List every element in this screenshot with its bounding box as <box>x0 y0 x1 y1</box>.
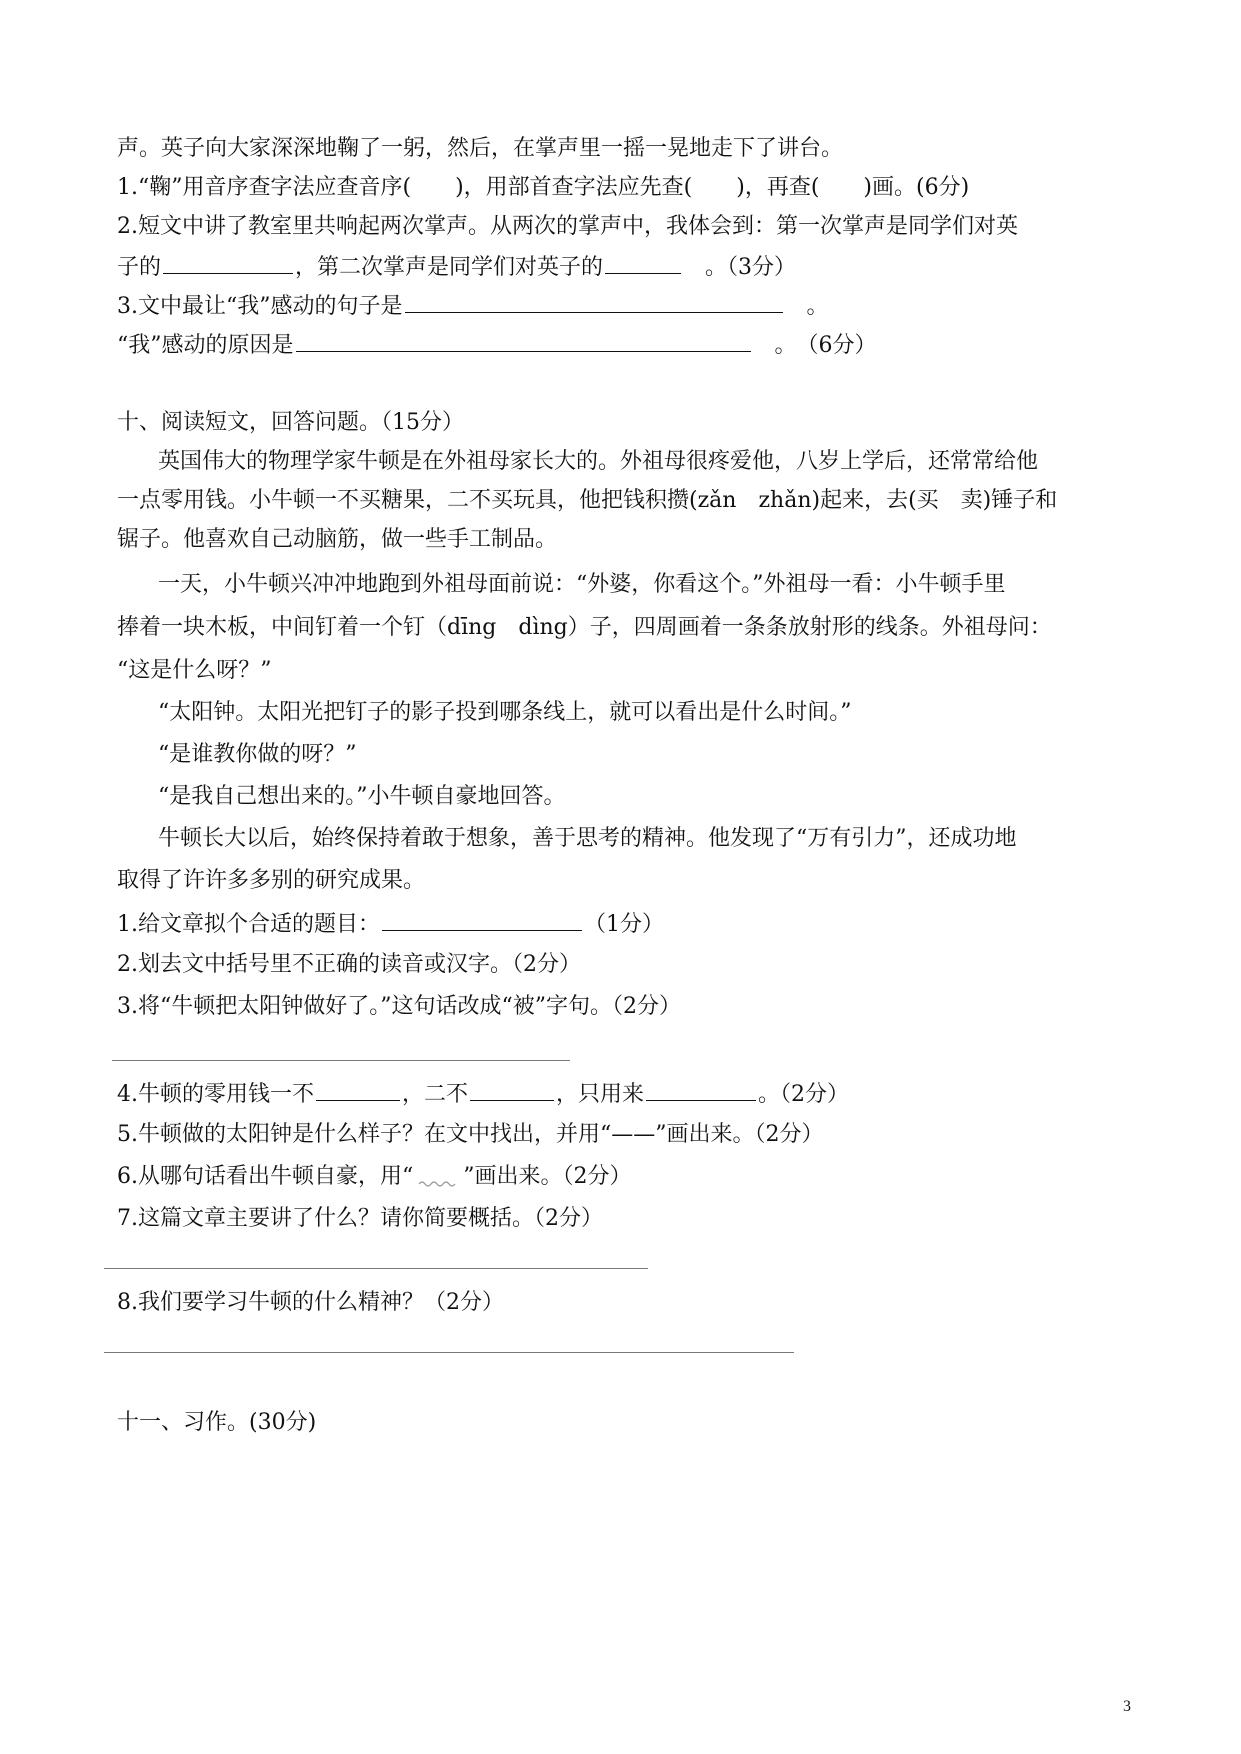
answer-blank[interactable] <box>316 1078 400 1101</box>
passage-line: “是我自己想出来的。”小牛顿自豪地回答。 <box>158 784 566 809</box>
passage-line: 牛顿长大以后，始终保持着敢于想象，善于思考的精神。他发现了“万有引力”，还成功地 <box>158 826 1017 851</box>
answer-blank[interactable] <box>470 1078 554 1101</box>
question-text: 。 （6分） <box>752 333 877 358</box>
answer-line[interactable] <box>104 1352 794 1353</box>
answer-blank[interactable] <box>405 290 783 313</box>
question-9-2-line2 <box>117 251 796 283</box>
section-10-heading: 十、阅读短文，回答问题。（15分） <box>117 410 464 435</box>
passage-line: “太阳钟。太阳光把钉子的影子投到哪条线上，就可以看出是什么时间。” <box>158 700 852 725</box>
question-9-3-line1 <box>117 290 829 322</box>
answer-blank[interactable] <box>296 329 751 352</box>
answer-blank[interactable] <box>382 908 582 931</box>
page-number: 3 <box>1123 1698 1131 1715</box>
question-10-4 <box>117 1078 849 1110</box>
question-9-2-line1: 2.短文中讲了教室里共响起两次掌声。从两次的掌声中，我体会到：第一次掌声是同学们对英 <box>117 214 1018 239</box>
passage-line: 锯子。他喜欢自己动脑筋，做一些手工制品。 <box>117 527 558 552</box>
passage-line: “这是什么呀？” <box>117 658 272 683</box>
question-text: 4.牛顿的零用钱一不 <box>117 1082 314 1107</box>
question-text: ，只用来 <box>556 1082 645 1107</box>
passage-line: 一天，小牛顿兴冲冲地跑到外祖母面前说：“外婆，你看这个。”外祖母一看：小牛顿手里 <box>158 572 1006 597</box>
answer-blank[interactable] <box>605 251 681 274</box>
question-10-3: 3.将“牛顿把太阳钟做好了。”这句话改成“被”字句。（2分） <box>117 994 681 1019</box>
passage-line: “是谁教你做的呀？” <box>158 742 357 767</box>
question-10-8: 8.我们要学习牛顿的什么精神？（2分） <box>117 1290 504 1315</box>
wavy-underline-icon <box>413 1179 463 1189</box>
question-text: 。（3分） <box>683 255 797 280</box>
question-text: ”画出来。（2分） <box>463 1164 632 1189</box>
question-text: 子的 <box>117 255 162 280</box>
passage-line: 英国伟大的物理学家牛顿是在外祖母家长大的。外祖母很疼爱他，八岁上学后，还常常给他 <box>158 449 1039 474</box>
question-text: 6.从哪句话看出牛顿自豪，用“ <box>117 1164 414 1189</box>
question-10-6 <box>117 1162 632 1192</box>
passage-line: 声。英子向大家深深地鞠了一躬，然后，在掌声里一摇一晃地走下了讲台。 <box>117 136 844 161</box>
question-text: “我”感动的原因是 <box>117 333 294 358</box>
question-9-1: 1.“鞠”用音序查字法应查音序( )，用部首查字法应先查( )，再查( )画。(6分) <box>117 175 970 200</box>
question-text: ，第二次掌声是同学们对英子的 <box>295 255 604 280</box>
passage-line: 一点零用钱。小牛顿一不买糖果，二不买玩具，他把钱积攒(zǎn zhǎn)起来，去(买 卖)锤子和 <box>117 488 1058 513</box>
question-10-2: 2.划去文中括号里不正确的读音或汉字。（2分） <box>117 952 581 977</box>
section-11-heading: 十一、习作。(30分) <box>117 1410 317 1435</box>
question-text: ，二不 <box>402 1082 469 1107</box>
question-text: 1.给文章拟个合适的题目： <box>117 912 380 937</box>
question-text: 。 <box>784 294 829 319</box>
question-10-7: 7.这篇文章主要讲了什么？请你简要概括。（2分） <box>117 1206 603 1231</box>
passage-line: 捧着一块木板，中间钉着一个钉（dīng dìng）子，四周画着一条条放射形的线条。外祖母问： <box>117 615 1052 640</box>
question-9-3-line2 <box>117 329 877 361</box>
answer-line[interactable] <box>104 1268 648 1269</box>
question-text: （1分） <box>584 912 664 937</box>
passage-line: 取得了许许多多别的研究成果。 <box>117 868 426 893</box>
question-10-1 <box>117 908 664 940</box>
answer-blank[interactable] <box>646 1078 756 1101</box>
answer-line[interactable] <box>112 1060 570 1061</box>
question-10-5: 5.牛顿做的太阳钟是什么样子？在文中找出，并用“——”画出来。（2分） <box>117 1122 824 1147</box>
answer-blank[interactable] <box>163 251 293 274</box>
question-text: 3.文中最让“我”感动的句子是 <box>117 294 403 319</box>
question-text: 。（2分） <box>758 1082 850 1107</box>
